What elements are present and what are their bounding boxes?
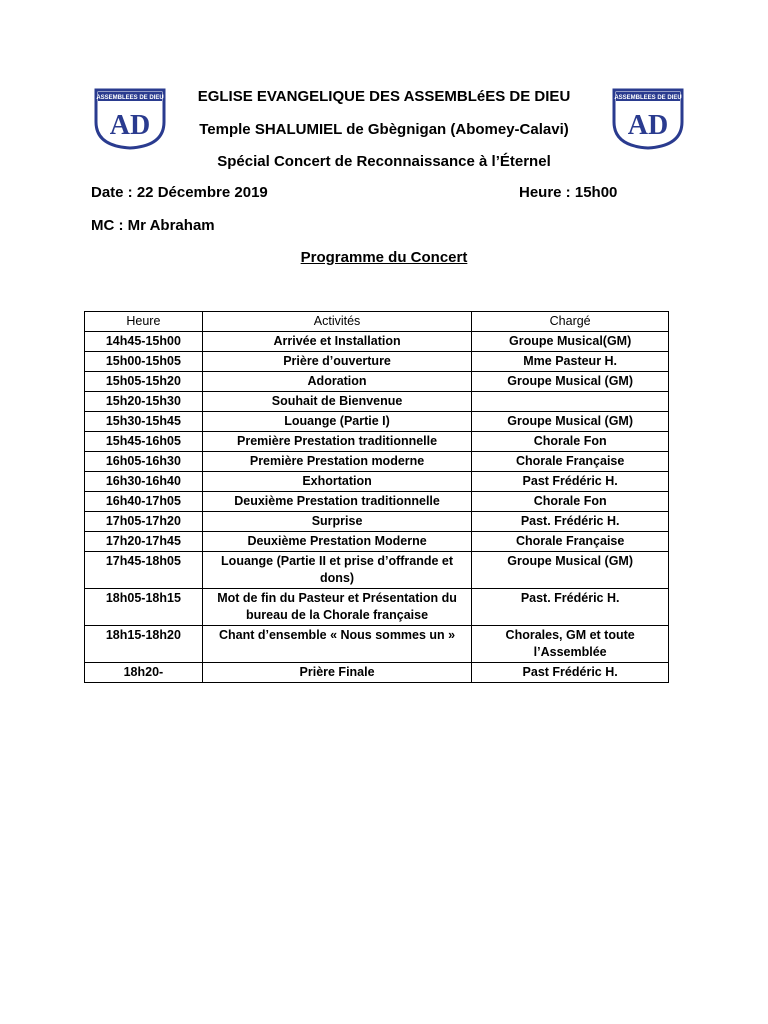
logo-banner-text: ASSEMBLEES DE DIEU <box>96 95 164 101</box>
table-row <box>85 552 669 589</box>
table-row <box>85 452 669 472</box>
table-row <box>85 532 669 552</box>
event-title: Spécial Concert de Reconnaissance à l’Éternel <box>217 153 551 170</box>
table-row <box>85 512 669 532</box>
cell-responsible: Groupe Musical (GM) <box>472 372 669 392</box>
cell-time: 17h20-17h45 <box>85 532 203 552</box>
table-row <box>85 472 669 492</box>
cell-time: 15h05-15h20 <box>85 372 203 392</box>
cell-activity: Louange (Partie II et prise d’offrande et dons) <box>202 552 472 589</box>
cell-time: 17h45-18h05 <box>85 552 203 589</box>
program-table <box>84 311 669 683</box>
cell-activity: Prière d’ouverture <box>202 352 472 372</box>
event-time: Heure : 15h00 <box>519 184 618 201</box>
cell-responsible: Mme Pasteur H. <box>472 352 669 372</box>
cell-time: 15h45-16h05 <box>85 432 203 452</box>
master-of-ceremony: MC : Mr Abraham <box>91 217 215 234</box>
cell-time: 17h05-17h20 <box>85 512 203 532</box>
cell-time: 15h20-15h30 <box>85 392 203 412</box>
table-row <box>85 492 669 512</box>
cell-responsible: Chorale Fon <box>472 432 669 452</box>
temple-name: Temple SHALUMIEL de Gbègnigan (Abomey-Calavi) <box>199 121 569 138</box>
cell-activity: Mot de fin du Pasteur et Présentation du bureau de la Chorale française <box>202 589 472 626</box>
cell-activity: Deuxième Prestation Moderne <box>202 532 472 552</box>
cell-responsible: Chorale Française <box>472 532 669 552</box>
column-header-heure: Heure <box>85 312 203 332</box>
cell-activity: Première Prestation traditionnelle <box>202 432 472 452</box>
cell-time: 18h20- <box>85 663 203 683</box>
cell-time: 16h05-16h30 <box>85 452 203 472</box>
cell-activity: Première Prestation moderne <box>202 452 472 472</box>
table-row <box>85 392 669 412</box>
cell-responsible: Past Frédéric H. <box>472 472 669 492</box>
cell-time: 16h40-17h05 <box>85 492 203 512</box>
cell-activity: Surprise <box>202 512 472 532</box>
cell-responsible: Chorale Française <box>472 452 669 472</box>
cell-responsible: Groupe Musical (GM) <box>472 552 669 589</box>
logo-initials: AD <box>109 110 151 141</box>
column-header-charge: Chargé <box>472 312 669 332</box>
cell-activity: Arrivée et Installation <box>202 332 472 352</box>
cell-time: 15h00-15h05 <box>85 352 203 372</box>
cell-responsible: Past. Frédéric H. <box>472 512 669 532</box>
cell-activity: Chant d’ensemble « Nous sommes un » <box>202 626 472 663</box>
cell-responsible: Chorales, GM et toute l’Assemblée <box>472 626 669 663</box>
event-date: Date : 22 Décembre 2019 <box>91 184 268 201</box>
cell-responsible: Groupe Musical (GM) <box>472 412 669 432</box>
cell-activity: Deuxième Prestation traditionnelle <box>202 492 472 512</box>
cell-responsible: Chorale Fon <box>472 492 669 512</box>
cell-activity: Souhait de Bienvenue <box>202 392 472 412</box>
cell-activity: Prière Finale <box>202 663 472 683</box>
table-row <box>85 372 669 392</box>
cell-responsible <box>472 392 669 412</box>
table-row <box>85 626 669 663</box>
logo-banner-text: ASSEMBLEES DE DIEU <box>614 95 682 101</box>
table-row <box>85 432 669 452</box>
table-row <box>85 663 669 683</box>
cell-activity: Exhortation <box>202 472 472 492</box>
cell-responsible: Past Frédéric H. <box>472 663 669 683</box>
program-title: Programme du Concert <box>300 249 468 266</box>
cell-time: 18h05-18h15 <box>85 589 203 626</box>
cell-activity: Louange (Partie I) <box>202 412 472 432</box>
table-row <box>85 589 669 626</box>
cell-time: 16h30-16h40 <box>85 472 203 492</box>
cell-responsible: Past. Frédéric H. <box>472 589 669 626</box>
cell-responsible: Groupe Musical(GM) <box>472 332 669 352</box>
table-header-row <box>85 312 669 332</box>
cell-activity: Adoration <box>202 372 472 392</box>
logo-initials: AD <box>627 110 669 141</box>
cell-time: 18h15-18h20 <box>85 626 203 663</box>
column-header-activites: Activités <box>202 312 472 332</box>
cell-time: 14h45-15h00 <box>85 332 203 352</box>
table-row <box>85 352 669 372</box>
church-name: EGLISE EVANGELIQUE DES ASSEMBLéES DE DIEU <box>197 88 571 105</box>
cell-time: 15h30-15h45 <box>85 412 203 432</box>
table-row <box>85 412 669 432</box>
table-row <box>85 332 669 352</box>
